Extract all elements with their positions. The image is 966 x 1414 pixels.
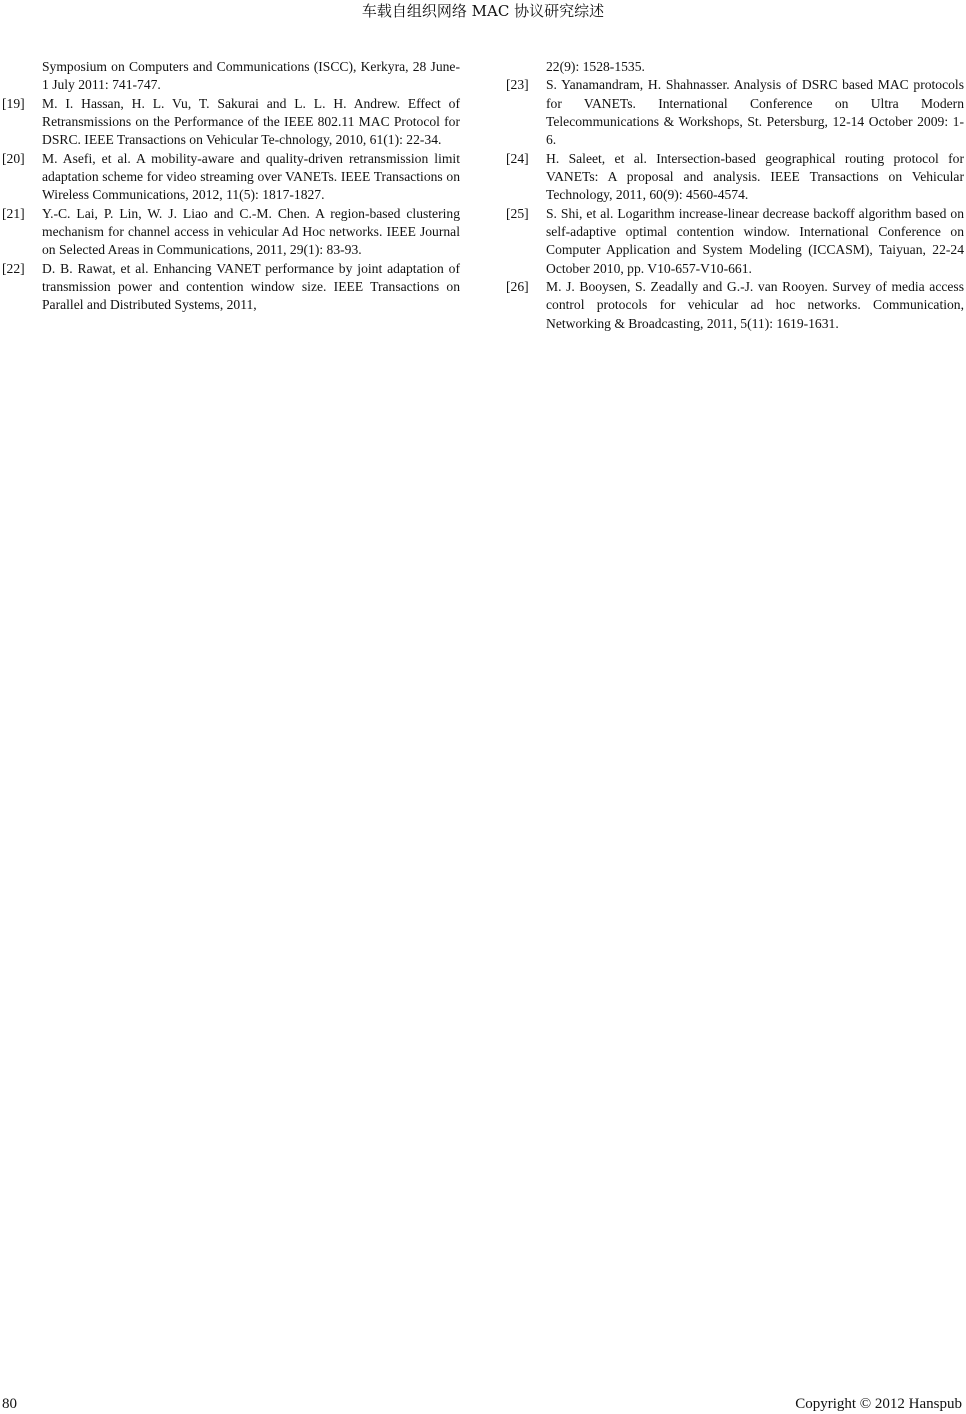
reference-number: [23] [506, 77, 529, 93]
reference-item [2, 95, 460, 150]
reference-number: [24] [506, 150, 529, 166]
reference-text: H. Saleet, et al. Intersection-based geographical routing protocol for VANETs: A proposal and analysis. IEEE Transactions on Vehicular Technology, 2011, 60(9): 4560-4574. [546, 150, 964, 203]
reference-item [2, 150, 460, 205]
reference-text: S. Yanamandram, H. Shahnasser. Analysis of DSRC based MAC protocols for VANETs. International Conference on Ultra Modern Telecommunications & Workshops, St. Petersburg, 12-14 October 2009: 1-6. [546, 77, 964, 148]
reference-text: M. I. Hassan, H. L. Vu, T. Sakurai and L. L. H. Andrew. Effect of Retransmissions on the Performance of the IEEE 802.11 MAC Protocol for DSRC. IEEE Transactions on Vehicular Te-chnology, 2010, 61(1): 22-34. [42, 95, 460, 148]
reference-number: [22] [2, 260, 25, 276]
reference-text: M. J. Booysen, S. Zeadally and G.-J. van Rooyen. Survey of media access control protocols for vehicular ad hoc networks. Communication, Networking & Broadcasting, 2011, 5(11): 1619-1631. [546, 279, 964, 331]
reference-text: D. B. Rawat, et al. Enhancing VANET performance by joint adaptation of transmission power and contention window size. IEEE Transactions on Parallel and Distributed Systems, 2011, [42, 260, 460, 313]
reference-number: [19] [2, 95, 25, 111]
reference-text: M. Asefi, et al. A mobility-aware and quality-driven retransmission limit adaptation scheme for video streaming over VANETs. IEEE Transactions on Wireless Communications, 2012, 11(5): 1817-1827. [42, 150, 460, 203]
reference-text: S. Shi, et al. Logarithm increase-linear decrease backoff algorithm based on self-adaptive optimal contention window. International Conference on Computer Application and System Modeling (ICCASM), Taiyuan, 22-24 October 2010, pp. V10-657-V10-661. [546, 205, 964, 276]
reference-item [506, 278, 964, 333]
reference-number: [26] [506, 279, 529, 295]
reference-number: [20] [2, 150, 25, 166]
right-column [506, 58, 964, 333]
reference-number: [25] [506, 205, 529, 221]
reference-item [506, 205, 964, 278]
running-header: 车载自组织网络 MAC 协议研究综述 [361, 2, 605, 20]
reference-text: Y.-C. Lai, P. Lin, W. J. Liao and C.-M. Chen. A region-based clustering mechanism for channel access in vehicular Ad Hoc networks. IEEE Journal on Selected Areas in Communications, 2011, 29(1): 83-93. [42, 205, 460, 258]
reference-item [2, 205, 460, 260]
copyright-notice: Copyright © 2012 Hanspub [795, 1396, 962, 1412]
page-number: 80 [2, 1396, 17, 1412]
reference-continuation: 22(9): 1528-1535. [546, 59, 645, 74]
reference-continuation: Symposium on Computers and Communications (ISCC), Kerkyra, 28 June-1 July 2011: 741-747. [42, 59, 460, 93]
reference-item [506, 150, 964, 205]
reference-item [2, 260, 460, 315]
left-column [2, 58, 460, 315]
reference-item [506, 76, 964, 149]
reference-number: [21] [2, 205, 25, 221]
